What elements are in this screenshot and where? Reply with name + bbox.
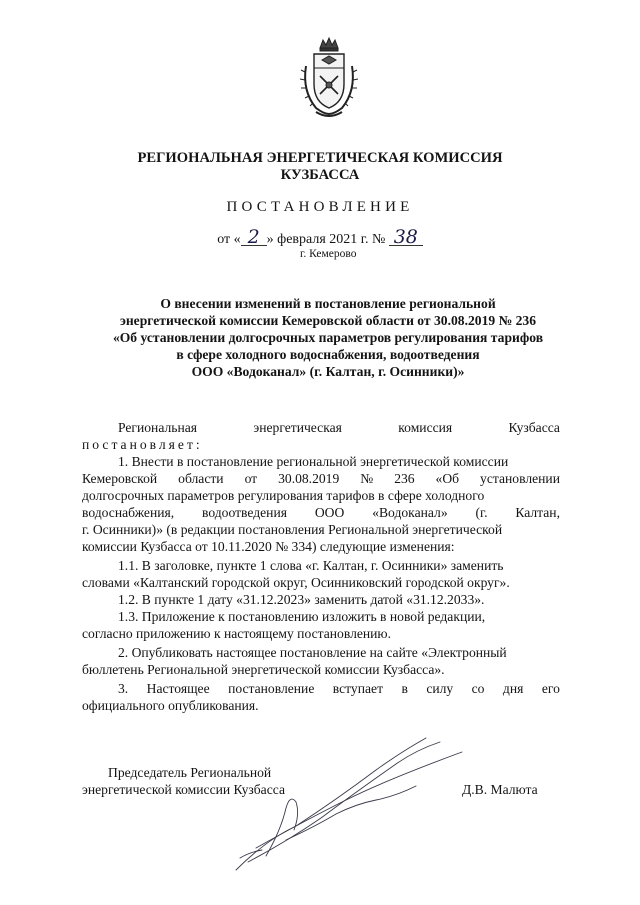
city: г. Кемерово <box>300 248 357 260</box>
document-number-handwritten: 38 <box>389 229 423 246</box>
paragraph-1-line4 <box>82 504 560 521</box>
word: установлении <box>480 471 560 486</box>
paragraph-1-3-line2: согласно приложению к настоящему постановлению. <box>82 626 391 641</box>
document-date-line <box>0 226 640 248</box>
word: «Водоканал» <box>372 505 448 520</box>
subject-line: «Об установлении долгосрочных параметров регулирования тарифов <box>112 330 544 345</box>
word: № <box>360 471 374 486</box>
word: Кемеровской <box>82 471 158 486</box>
paragraph-3-line2: официального опубликования. <box>82 698 259 713</box>
word: силу <box>426 681 454 696</box>
intro-word: энергетическая <box>253 420 342 435</box>
word: Настоящее <box>146 681 210 696</box>
word: водоотведения <box>202 505 287 520</box>
signatory-name: Д.В. Малюта <box>462 782 538 797</box>
word: Калтан, <box>515 505 560 520</box>
paragraph-1-1-line1: 1.1. В заголовке, пункте 1 слова «г. Калтан, г. Осинники» заменить <box>118 558 504 573</box>
word: в <box>401 681 408 696</box>
intro-line <box>118 419 560 436</box>
word: его <box>541 681 560 696</box>
organization-name-line2: КУЗБАССА <box>280 167 360 183</box>
date-day-handwritten: 2 <box>241 229 267 246</box>
intro-word: Региональная <box>118 420 198 435</box>
paragraph-1-line5: г. Осинники)» (в редакции постановления Региональной энергетической <box>82 522 503 537</box>
word: постановление <box>228 681 315 696</box>
document-subject <box>70 295 586 380</box>
intro-word: комиссия <box>398 420 453 435</box>
word: со <box>471 681 485 696</box>
signatory-title-line2: энергетической комиссии Кузбасса <box>82 782 285 797</box>
signatory-title-line1: Председатель Региональной <box>108 765 272 780</box>
handwritten-signature <box>226 730 466 880</box>
date-prefix: от « <box>217 232 241 247</box>
word: вступает <box>332 681 384 696</box>
intro-word: Кузбасса <box>508 420 560 435</box>
organization-name-line1: РЕГИОНАЛЬНАЯ ЭНЕРГЕТИЧЕСКАЯ КОМИССИЯ <box>137 150 503 166</box>
paragraph-1-line6: комиссии Кузбасса от 10.11.2020 № 334) следующие изменения: <box>82 539 455 554</box>
coat-of-arms-emblem <box>296 36 362 120</box>
paragraph-3-line1 <box>118 680 560 697</box>
word: (г. <box>475 505 488 520</box>
paragraph-1-line1: 1. Внести в постановление региональной энергетической комиссии <box>118 454 509 469</box>
word: ООО <box>314 505 345 520</box>
paragraph-2-line2: бюллетень Региональной энергетической комиссии Кузбасса». <box>82 662 445 677</box>
word: области <box>178 471 224 486</box>
subject-line: ООО «Водоканал» (г. Калтан, г. Осинники)» <box>191 364 465 379</box>
subject-line: энергетической комиссии Кемеровской области от 30.08.2019 № 236 <box>119 313 537 328</box>
word: водоснабжения, <box>82 505 175 520</box>
word: 236 <box>394 471 415 486</box>
date-middle: » февраля 2021 г. № <box>266 232 389 247</box>
paragraph-2-line1: 2. Опубликовать настоящее постановление на сайте «Электронный <box>118 645 507 660</box>
word: от <box>244 471 258 486</box>
word: 30.08.2019 <box>278 471 340 486</box>
paragraph-1-3-line1: 1.3. Приложение к постановлению изложить в новой редакции, <box>118 609 486 624</box>
decree-word: постановляет: <box>82 437 203 452</box>
word: 3. <box>118 681 129 696</box>
subject-line: в сфере холодного водоснабжения, водоотведения <box>176 347 480 362</box>
word: «Об <box>435 471 460 486</box>
word: дня <box>502 681 524 696</box>
paragraph-1-2: 1.2. В пункте 1 дату «31.12.2023» заменить датой «31.12.2033». <box>118 592 485 607</box>
paragraph-1-line3: долгосрочных параметров регулирования тарифов в сфере холодного <box>82 488 485 503</box>
paragraph-1-1-line2: словами «Калтанский городской округ, Осинниковский городской округ». <box>82 575 510 590</box>
subject-line: О внесении изменений в постановление региональной <box>160 296 496 311</box>
paragraph-1-line2 <box>82 470 560 487</box>
document-type: ПОСТАНОВЛЕНИЕ <box>226 199 414 215</box>
